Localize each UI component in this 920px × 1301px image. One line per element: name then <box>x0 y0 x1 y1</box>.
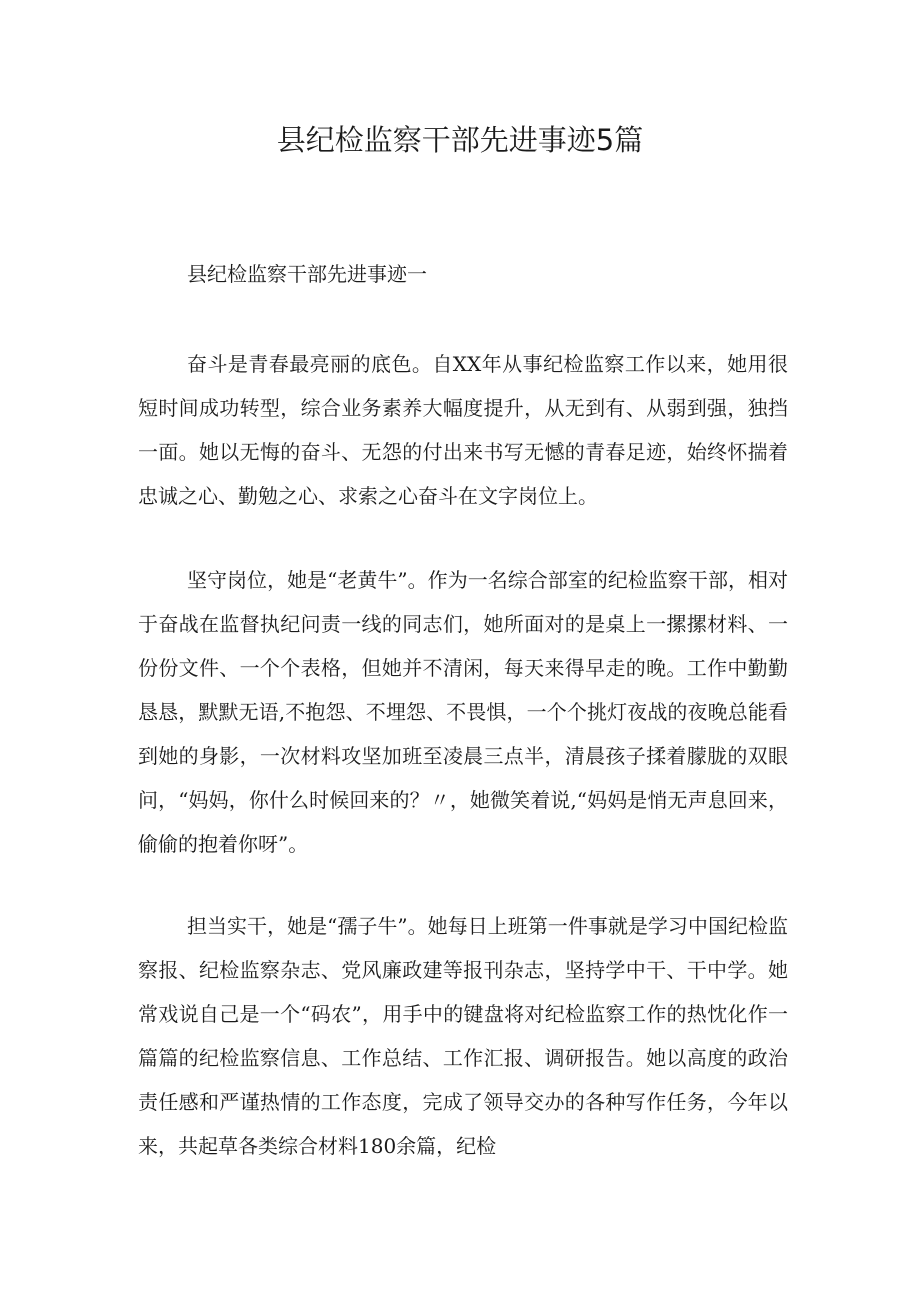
document-title: 县纪检监察干部先进事迹5篇 <box>276 123 644 157</box>
section-heading: 县纪检监察干部先进事迹一 <box>187 262 427 286</box>
paragraph-3: 担当实干，她是“孺子牛”。她每日上班第一件事就是学习中国纪检监察报、纪检监察杂志、党风廉政建等报刊杂志，坚持学中干、干中学。她常戏说自己是一个“码农”，用手中的键盘将对纪检监察工作的热忱化作一篇篇的纪检监察信息、工作总结、工作汇报、调研报告。她以高度的政治责任感和严谨热情的工作态度，完成了领导交办的各种写作任务，今年以来，共起草各类综合材料180余篇，纪检 <box>138 914 788 1158</box>
paragraph-2: 坚守岗位，她是“老黄牛”。作为一名综合部室的纪检监察干部，相对于奋战在监督执纪问责一线的同志们，她所面对的是桌上一摞摞材料、一份份文件、一个个表格，但她并不清闲，每天来得早走的晚。工作中勤勤恳恳，默默无语,不抱怨、不埋怨、不畏惧，一个个挑灯夜战的夜晚总能看到她的身影，一次材料攻坚加班至凌晨三点半，清晨孩子揉着朦胧的双眼问，“妈妈，你什么时候回来的？〃，她微笑着说,“妈妈是悄无声息回来，偷偷的抱着你呀”。 <box>138 568 788 856</box>
paragraph-1: 奋斗是青春最亮丽的底色。自XX年从事纪检监察工作以来，她用很短时间成功转型，综合业务素养大幅度提升，从无到有、从弱到强，独挡一面。她以无悔的奋斗、无怨的付出来书写无憾的青春足迹，始终怀揣着忠诚之心、勤勉之心、求索之心奋斗在文字岗位上。 <box>138 352 788 508</box>
